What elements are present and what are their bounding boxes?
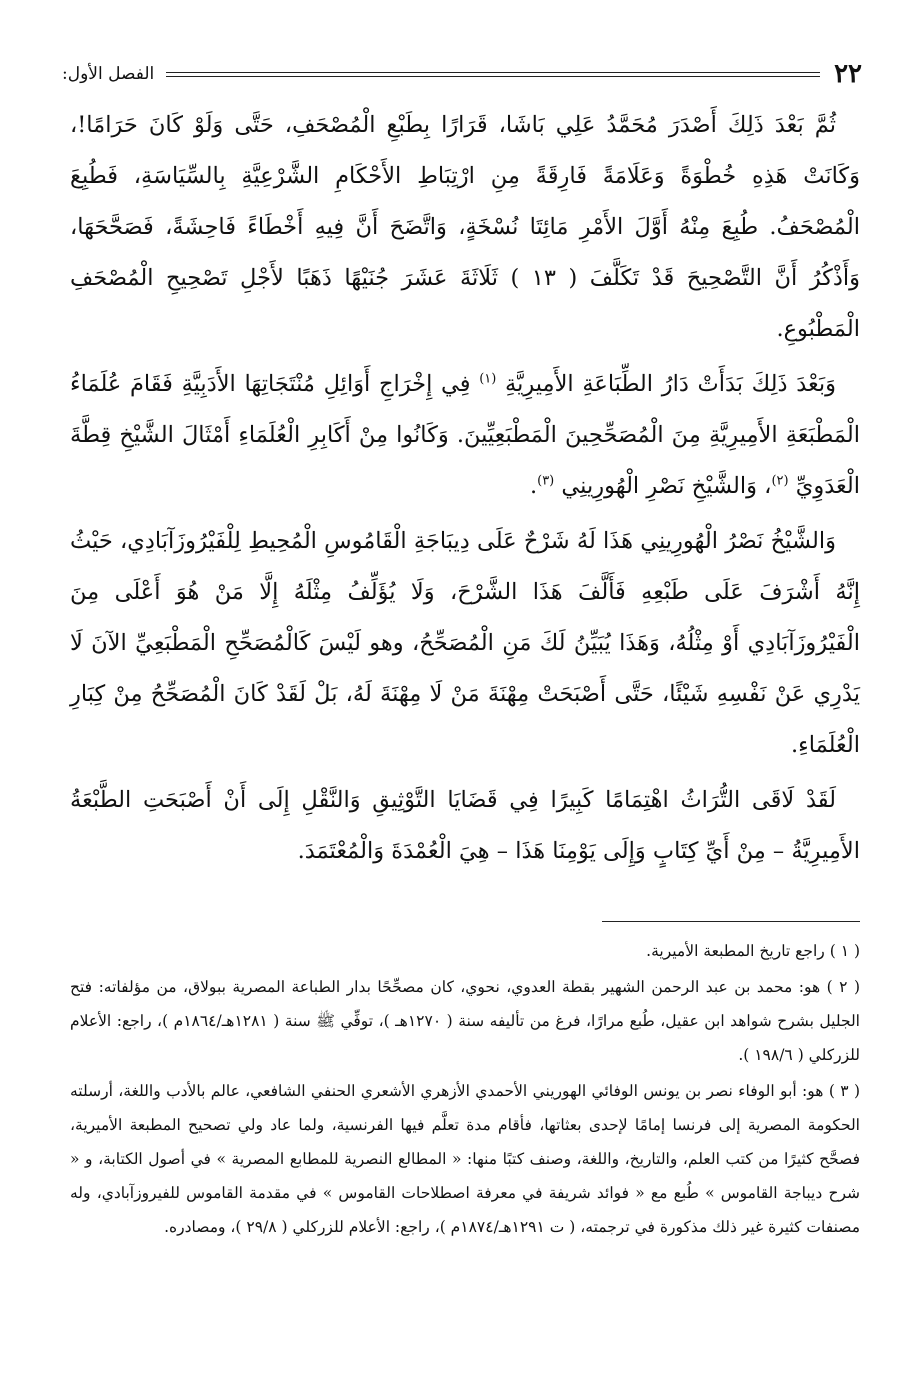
page-number: ٢٢ [834, 59, 862, 89]
footnote-ref-2[interactable]: (٢) [771, 473, 789, 489]
paragraph-1: ثُمَّ بَعْدَ ذَلِكَ أَصْدَرَ مُحَمَّدُ عَلِي بَاشَا، قَرَارًا بِطَبْعِ الْمُصْحَفِ، حَتَّى وَلَوْ كَانَ حَرَامًا!، وَكَانَتْ هَذِهِ خُطْوَةً وَعَلَامَةً فَارِقَةً مِنِ ارْتِبَاطِ الأَحْكَامِ الشَّرْعِيَّةِ بِالسِّيَاسَةِ، فَطُبِعَ الْمُصْحَفُ. طُبِعَ مِنْهُ أَوَّلَ الأَمْرِ مَائِتَا نُسْخَةٍ، وَاتَّضَحَ أَنَّ فِيهِ أَخْطَاءً فَاحِشَةً، فَصَحَّحَهَا، وَأَذْكُرُ أَنَّ التَّصْحِيحَ قَدْ تَكَلَّفَ ( ١٣ ) ثَلَاثَةَ عَشَرَ جُنَيْهًا ذَهَبًا لأَجْلِ تَصْحِيحِ الْمُصْحَفِ الْمَطْبُوعِ. [70, 112, 861, 342]
footnote-1: ( ١ ) راجع تاريخ المطبعة الأميرية. [646, 942, 860, 960]
header-rule [166, 72, 820, 77]
paragraph-2-text-c: ، وَالشَّيْخِ نَصْرِ الْهُورِينِي [561, 473, 772, 499]
paragraph-4: لَقَدْ لَاقَى التُّرَاثُ اهْتِمَامًا كَبِيرًا فِي قَضَايَا التَّوْثِيقِ وَالنَّقْلِ إِلَى أَنْ أَصْبَحَتِ الطَّبْعَةُ الأَمِيرِيَّةُ – مِنْ أَيِّ كِتَابٍ وَإِلَى يَوْمِنَا هَذَا – هِيَ الْعُمْدَةَ وَالْمُعْتَمَدَ. [70, 787, 860, 864]
paragraph-2 [70, 359, 860, 512]
footnote-ref-1[interactable]: (١) [479, 371, 497, 387]
running-header [62, 58, 862, 90]
paragraph-2-text-d: . [529, 473, 538, 499]
paragraph-2-text-b: فِي إِخْرَاجِ أَوَائِلِ مُنْتَجَاتِهَا الأَدَبِيَّةِ فَقَامَ عُلَمَاءُ الْمَطْبَعَةِ الأَمِيرِيَّةِ مِنَ الْمُصَحِّحِينَ الْمَطْبَعِيِّينَ. وَكَانُوا مِنْ أَكَابِرِ الْعُلَمَاءِ أَمْثَالَ الشَّيْخِ قِطَّةَ الْعَدَوِيِّ [70, 371, 860, 499]
footnotes [70, 934, 860, 1246]
footnote-separator [602, 921, 860, 922]
paragraph-2-text-a: وَبَعْدَ ذَلِكَ بَدَأَتْ دَارُ الطِّبَاعَةِ الأَمِيرِيَّةِ [505, 371, 836, 397]
chapter-title: الفصل الأول: [62, 64, 155, 84]
footnote-2: ( ٢ ) هو: محمد بن عبد الرحمن الشهير بقطة العدوي، نحوي، كان مصحِّحًا بدار الطباعة المصرية ببولاق، من مؤلفاته: فتح الجليل بشرح شواهد ابن عقيل، طُبع مرارًا، فرغ من تأليفه سنة ( ١٢٧٠هـ )، توفِّي ﷺ سنة ( ١٢٨١هـ/١٨٦٤م )، راجع: الأعلام للزركلي ( ١٩٨/٦ ). [70, 978, 860, 1064]
paragraph-3: وَالشَّيْخُ نَصْرُ الْهُورِينِي هَذَا لَهُ شَرْحٌ عَلَى دِيبَاجَةِ الْقَامُوسِ الْمُحِيطِ لِلْفَيْرُوزَآبَادِي، حَيْثُ إِنَّهُ أَشْرَفَ عَلَى طَبْعِهِ فَأَلَّفَ هَذَا الشَّرْحَ، وَلَا يُؤَلِّفُ مِثْلَهُ إِلَّا مَنْ هُوَ أَعْلَى مِنَ الْفَيْرُوزَآبَادِي أَوْ مِثْلُهُ، وَهَذَا يُبَيِّنُ لَكَ مَنِ الْمُصَحِّحُ، وهو لَيْسَ كَالْمُصَحِّحِ الْمَطْبَعِيِّ الآنَ لَا يَدْرِي عَنْ نَفْسِهِ شَيْئًا، حَتَّى أَصْبَحَتْ مِهْنَةَ مَنْ لَا مِهْنَةَ لَهُ، بَلْ لَقَدْ كَانَ الْمُصَحِّحُ مِنْ كِبَارِ الْعُلَمَاءِ. [70, 528, 860, 758]
main-text [70, 100, 860, 881]
footnote-ref-3[interactable]: (٣) [537, 473, 555, 489]
footnote-3: ( ٣ ) هو: أبو الوفاء نصر بن يونس الوفائي الهوريني الأحمدي الأزهري الأشعري الحنفي الشافعي، عالم بالأدب واللغة، أرسلته الحكومة المصرية إلى فرنسا إمامًا لإحدى بعثاتها، فأقام مدة تعلَّم فيها الفرنسية، ولما عاد ولي تصحيح المطبعة الأميرية، فصحَّح كثيرًا من كتب العلم، والتاريخ، واللغة، وصنف كتبًا منها: « المطالع النصرية للمطابع المصرية » في أصول الكتابة، و « شرح ديباجة القاموس » طُبع مع « فوائد شريفة في معرفة اصطلاحات القاموس » في مقدمة القاموس للفيروزآبادي، وله مصنفات كثيرة غير ذلك مذكورة في ترجمته، ( ت ١٢٩١هـ/١٨٧٤م )، راجع: الأعلام للزركلي ( ٢٩/٨ )، ومصادره. [70, 1082, 860, 1236]
